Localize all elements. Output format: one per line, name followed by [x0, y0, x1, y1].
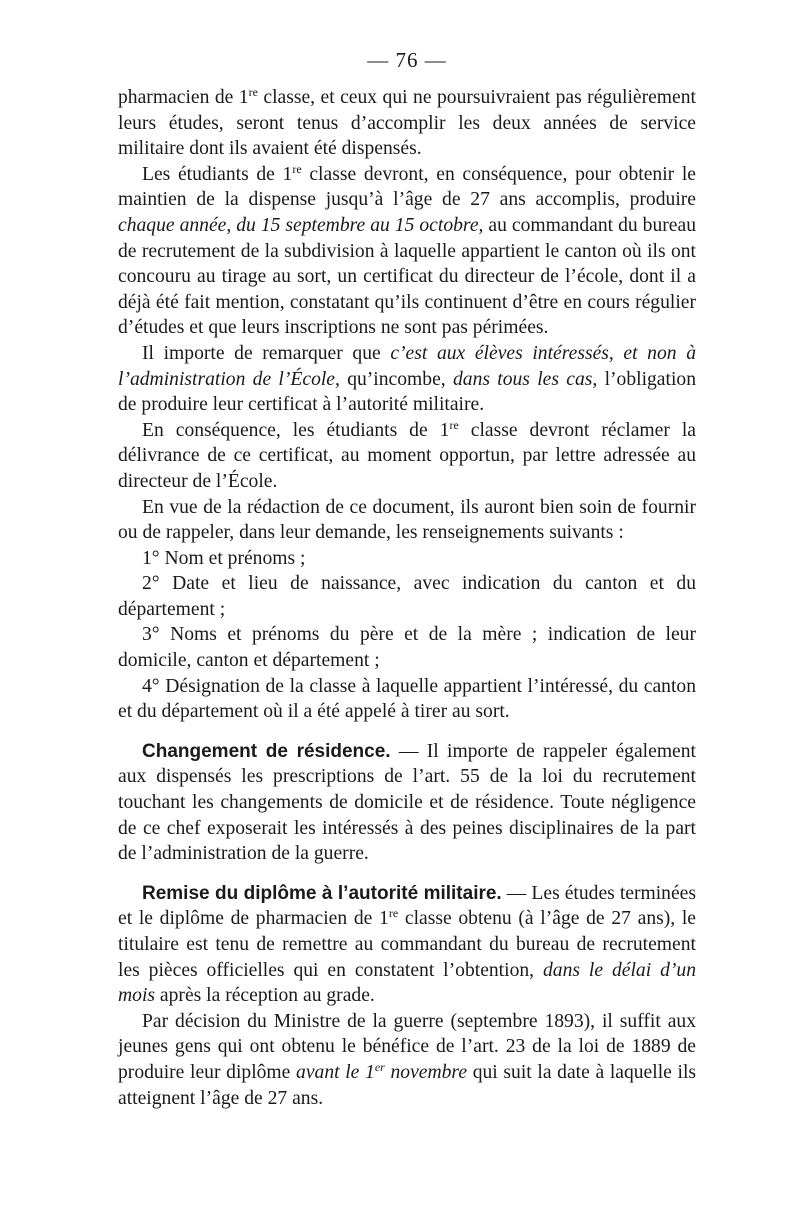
text-segment: Il importe de remarquer que	[142, 342, 391, 364]
text-segment: 2° Date et lieu de naissance, avec indication du canton et du département ;	[118, 573, 696, 620]
text-segment: chaque année, du 15 septembre au 15 octobre,	[118, 214, 484, 236]
list-item-name	[118, 546, 696, 572]
section-heading: Changement de résidence.	[142, 740, 391, 762]
text-segment: re	[449, 417, 459, 432]
paragraph-certificate-request	[118, 418, 696, 495]
text-segment: 1° Nom et prénoms ;	[142, 547, 306, 569]
text-segment: classe, et ceux qui ne poursuivraient pas régulièrement leurs études, seront tenus d’accomplir les deux années de service militaire dont ils avaient été dispensés.	[118, 87, 696, 160]
list-item-birth	[118, 571, 696, 622]
text-segment: re	[248, 85, 258, 99]
text-segment: — Il importe de rappeler également aux dispensés les prescriptions de l’art. 55 de la loi du recrutement touchant les changements de domicile et de résidence. Toute négligence de ce chef exposerait les intéressés à des peines disciplinaires de la part de l’administration de la guerre.	[118, 740, 696, 865]
text-segment: classe obtenu (à l’âge de 27 ans), le titulaire est tenu de remettre au commandant du bureau de recrutement les pièces officielles qui en constatent l’obtention,	[118, 908, 696, 981]
text-segment: En vue de la rédaction de ce document, ils auront bien soin de fournir ou de rappeler, dans leur demande, les renseignements suivants :	[118, 496, 696, 544]
list-item-parents	[118, 622, 696, 673]
text-segment: dans le délai d’un mois	[118, 959, 696, 1007]
text-segment: 4° Désignation de la classe à laquelle appartient l’intéressé, du canton et du département où il a été appelé à tirer au sort.	[118, 675, 696, 723]
text-segment: 3° Noms et prénoms du père et de la mère ; indication de leur domicile, canton et département ;	[118, 624, 696, 672]
text-segment: — Les études terminées et le diplôme de pharmacien de 1	[118, 882, 697, 930]
section-change-of-residence	[118, 739, 696, 867]
text-segment: En conséquence, les étudiants de 1	[142, 419, 450, 441]
text-segment: pharmacien de 1	[118, 87, 249, 108]
paragraph-continued-sentence	[118, 85, 696, 162]
text-segment: Les étudiants de 1	[142, 163, 293, 185]
list-item-class	[118, 674, 696, 725]
text-segment: er	[374, 1059, 385, 1074]
text-segment: re	[292, 161, 302, 176]
text-segment: c’est aux élèves intéressés, et non à l’administration de l’École,	[118, 342, 696, 390]
section-heading: Remise du diplôme à l’autorité militaire.	[142, 882, 502, 904]
text-segment: l’obligation de produire leur certificat à l’autorité militaire.	[118, 368, 696, 416]
page-number: — 76 —	[367, 48, 447, 72]
paragraph-students-certificate	[118, 162, 696, 341]
text-segment: Par décision du Ministre de la guerre (septembre 1893), il suffit aux jeunes gens qui ont obtenu le bénéfice de l’art. 23 de la loi de 1889 de produire leur diplôme	[118, 1010, 696, 1083]
section-diploma-delivery	[118, 881, 696, 1009]
text-segment: re	[388, 906, 399, 921]
text-segment: après la réception au grade.	[155, 985, 375, 1007]
text-segment: avant le 1	[296, 1061, 375, 1083]
text-segment: novembre	[384, 1061, 468, 1083]
paragraph-student-obligation	[118, 341, 696, 418]
text-segment: classe devront, en conséquence, pour obtenir le maintien de la dispense jusqu’à l’âge de 27 ans accomplis, produire	[118, 163, 696, 211]
text-segment: qu’incombe,	[339, 368, 453, 390]
paragraph-required-information	[118, 495, 696, 546]
text-segment: au commandant du bureau de recrutement de la subdivision à laquelle appartient le canton où ils ont concouru au tirage au sort, un certificat du directeur de l’école, dont il a déjà été fait mention, constatant qu’ils continuent d’être en cours régulier d’études et que leurs inscriptions ne sont pas périmées.	[118, 214, 696, 339]
text-segment: classe devront réclamer la délivrance de ce certificat, au moment opportun, par lettre adressée au directeur de l’École.	[118, 419, 696, 492]
text-segment: dans tous les cas,	[452, 368, 598, 390]
paragraph-minister-decision	[118, 1009, 696, 1111]
text-segment: qui suit la date à laquelle ils atteignent l’âge de 27 ans.	[118, 1061, 697, 1109]
